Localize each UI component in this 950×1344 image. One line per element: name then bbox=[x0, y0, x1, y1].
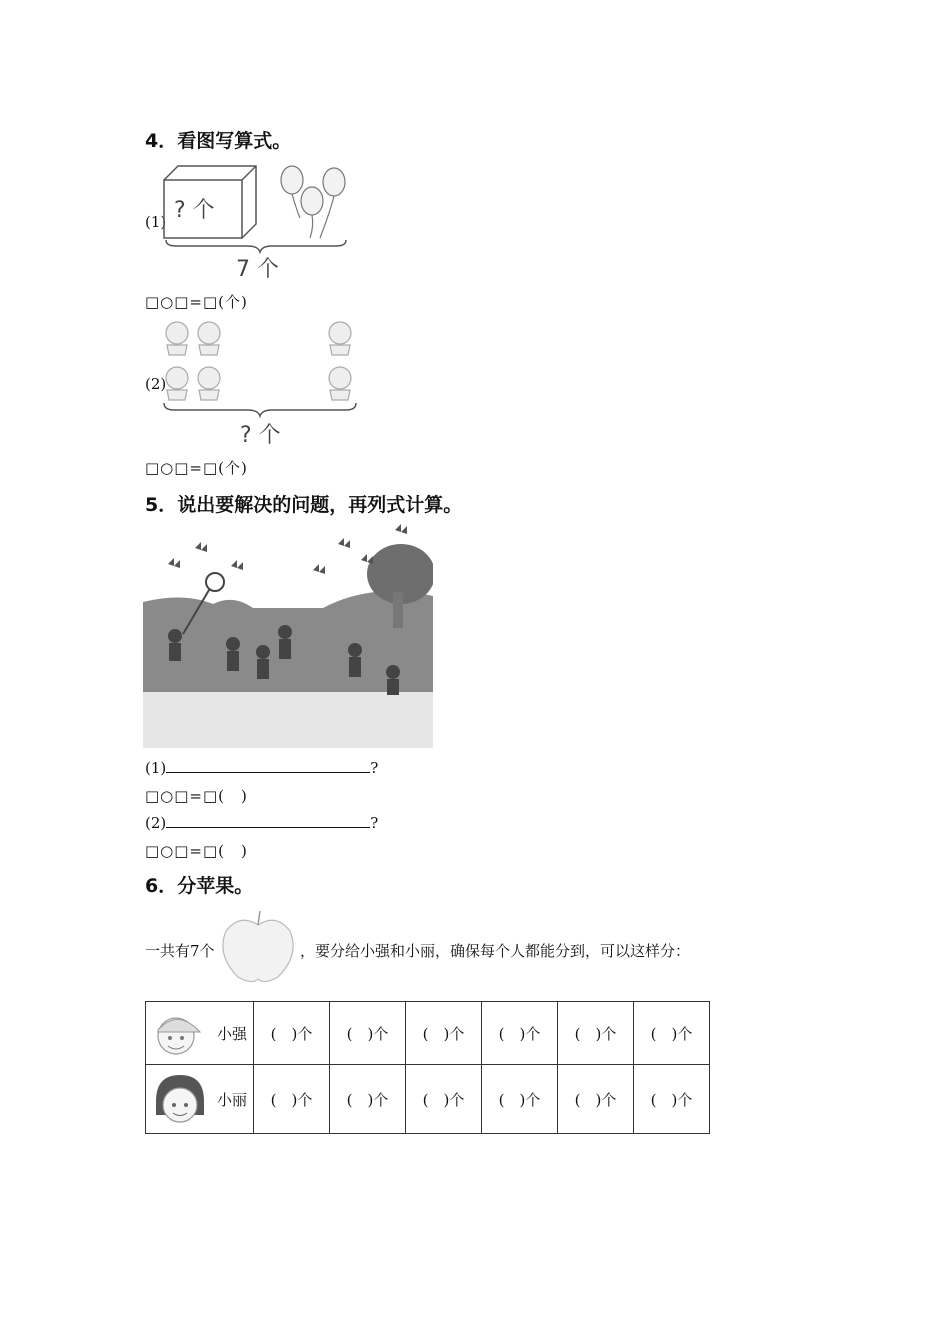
boy-face-icon bbox=[152, 1008, 204, 1058]
brace-icon bbox=[164, 403, 356, 416]
answer-cell[interactable]: ( )个 bbox=[254, 1065, 330, 1134]
table-row-xiaoqiang bbox=[146, 1002, 710, 1065]
q6-sentence-end: ，要分给小强和小丽，确保每个人都能分到，可以这样分： bbox=[300, 942, 691, 960]
brace-icon bbox=[166, 240, 346, 252]
q5-part1-equation: □○□=□( ) bbox=[145, 787, 248, 805]
answer-cell[interactable]: ( )个 bbox=[406, 1065, 482, 1134]
q5-part2-question-mark: ? bbox=[370, 814, 379, 832]
q4-part1-label: (1) bbox=[145, 213, 167, 231]
q4-part2-label: (2) bbox=[145, 375, 167, 393]
answer-cell[interactable]: ( )个 bbox=[634, 1065, 710, 1134]
q5-part1-question-mark: ? bbox=[370, 759, 379, 777]
answer-cell[interactable]: ( )个 bbox=[558, 1065, 634, 1134]
q5-part2-answer-blank[interactable] bbox=[166, 813, 370, 828]
q5-part2-line bbox=[145, 813, 378, 832]
q4-part2-figure bbox=[160, 315, 360, 450]
table-row-xiaoli bbox=[146, 1065, 710, 1134]
answer-cell[interactable]: ( )个 bbox=[634, 1002, 710, 1065]
box-label: ? 个 bbox=[174, 198, 215, 223]
balloons-icon bbox=[281, 166, 345, 238]
girl-face-icon bbox=[152, 1071, 208, 1129]
q5-part1-line bbox=[145, 758, 378, 777]
q6-heading: 6．分苹果。 bbox=[145, 875, 254, 897]
apple-split-table bbox=[145, 1001, 710, 1134]
row-header-xiaoli bbox=[146, 1065, 254, 1134]
ground-shape bbox=[143, 692, 433, 748]
q4-heading: 4．看图写算式。 bbox=[145, 130, 292, 152]
q4-part1-figure bbox=[160, 160, 360, 285]
q5-part1-label: (1) bbox=[145, 759, 167, 777]
q4-part1-equation: □○□=□(个) bbox=[145, 293, 248, 311]
q5-part2-equation: □○□=□( ) bbox=[145, 842, 248, 860]
answer-cell[interactable]: ( )个 bbox=[482, 1065, 558, 1134]
row-name-xiaoqiang: 小强 bbox=[216, 1024, 247, 1043]
answer-cell[interactable]: ( )个 bbox=[330, 1065, 406, 1134]
answer-cell[interactable]: ( )个 bbox=[254, 1002, 330, 1065]
q5-part1-answer-blank[interactable] bbox=[166, 758, 370, 773]
answer-cell[interactable]: ( )个 bbox=[558, 1002, 634, 1065]
apple-icon bbox=[218, 905, 298, 985]
q4-part2-equation: □○□=□(个) bbox=[145, 459, 248, 477]
answer-cell[interactable]: ( )个 bbox=[406, 1002, 482, 1065]
total-label: 7 个 bbox=[236, 257, 279, 282]
answer-cell[interactable]: ( )个 bbox=[482, 1002, 558, 1065]
row-header-xiaoqiang bbox=[146, 1002, 254, 1065]
girl-faces-icon bbox=[166, 322, 351, 400]
q5-part2-label: (2) bbox=[145, 814, 167, 832]
unknown-total-label: ? 个 bbox=[240, 423, 281, 448]
answer-cell[interactable]: ( )个 bbox=[330, 1002, 406, 1065]
row-name-xiaoli: 小丽 bbox=[216, 1090, 247, 1109]
q6-sentence-start: 一共有7个 bbox=[145, 942, 215, 960]
q5-picture bbox=[143, 522, 433, 748]
q5-heading: 5．说出要解决的问题，再列式计算。 bbox=[145, 494, 463, 516]
